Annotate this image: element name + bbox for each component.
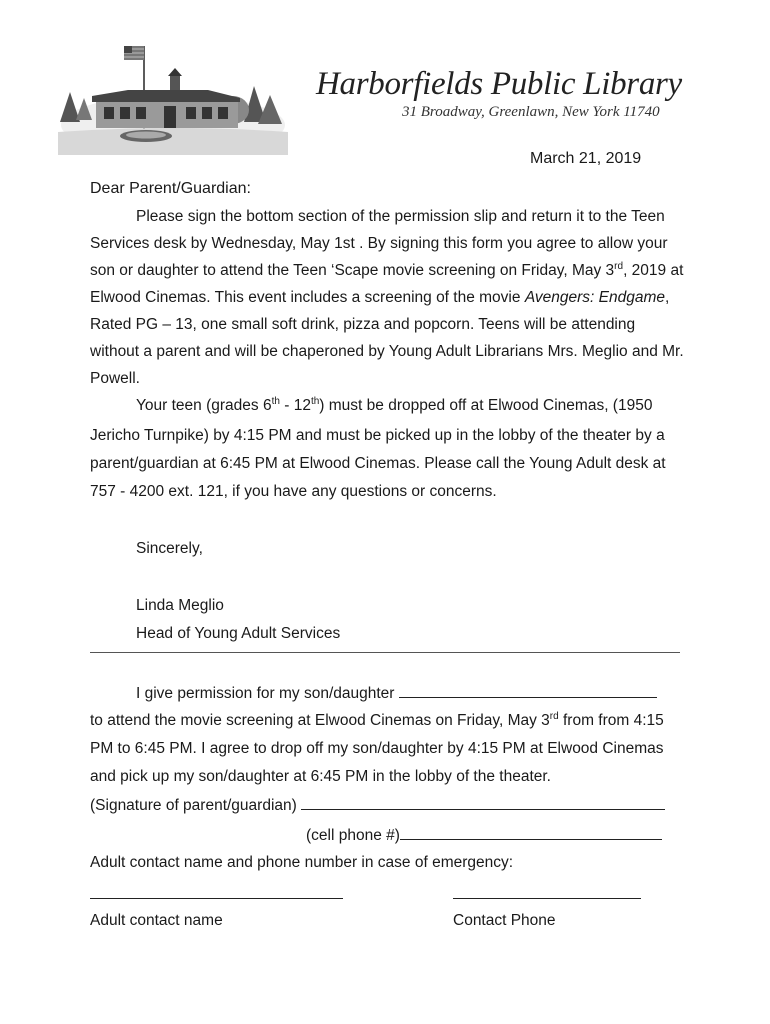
closing: Sincerely, <box>136 540 203 557</box>
section-divider <box>90 652 680 653</box>
library-address: 31 Broadway, Greenlawn, New York 11740 <box>402 104 660 120</box>
letter-date: March 21, 2019 <box>530 150 642 167</box>
p2-line-1-b: - 12 <box>279 397 311 414</box>
cell-phone-row <box>306 826 662 845</box>
movie-title: Avengers: Endgame <box>524 289 665 306</box>
slip-line-2-text: to attend the movie screening at Elwood Cinemas on Friday, May 3 <box>90 712 550 729</box>
signer-name: Linda Meglio <box>136 597 224 614</box>
signature-row <box>90 796 665 815</box>
signer-title: Head of Young Adult Services <box>136 625 341 642</box>
p2-line-4: 757 - 4200 ext. 121, if you have any questions or concerns. <box>90 483 497 500</box>
superscript: rd <box>549 711 559 722</box>
slip-line-1 <box>136 684 657 703</box>
superscript: rd <box>614 261 624 272</box>
p1-line-4-text: Elwood Cinemas. This event includes a screening of the movie <box>90 289 525 306</box>
slip-line-1-text: I give permission for my son/daughter <box>136 685 395 702</box>
p1-line-6: without a parent and will be chaperoned by Young Adult Librarians Mrs. Meglio and Mr. <box>90 343 684 360</box>
slip-line-4: and pick up my son/daughter at 6:45 PM in the lobby of the theater. <box>90 768 551 785</box>
contact-name-label: Adult contact name <box>90 912 223 929</box>
superscript: th <box>310 396 320 407</box>
p1-line-4-tail: , <box>664 289 670 306</box>
p2-line-1-c: ) must be dropped off at Elwood Cinemas, (1950 <box>319 397 653 414</box>
contact-phone-label: Contact Phone <box>453 912 556 929</box>
contact-name-field[interactable] <box>90 898 343 899</box>
superscript: th <box>271 396 280 407</box>
p2-line-2: Jericho Turnpike) by 4:15 PM and must be picked up in the lobby of the theater by a <box>90 427 665 444</box>
greeting: Dear Parent/Guardian: <box>90 180 251 197</box>
library-name: Harborfields Public Library <box>316 66 682 102</box>
contact-phone-field[interactable] <box>453 898 641 899</box>
child-name-field[interactable] <box>399 684 657 698</box>
slip-line-2-tail: from from 4:15 <box>558 712 664 729</box>
signature-field[interactable] <box>301 796 665 810</box>
p1-line-5: Rated PG – 13, one small soft drink, pizza and popcorn. Teens will be attending <box>90 316 636 333</box>
p2-line-1 <box>136 397 652 415</box>
library-building-logo <box>58 40 288 155</box>
p1-line-3-tail: , 2019 at <box>623 262 684 279</box>
slip-line-2 <box>90 712 664 730</box>
p1-line-7: Powell. <box>90 370 140 387</box>
slip-line-3: PM to 6:45 PM. I agree to drop off my son/daughter by 4:15 PM at Elwood Cinemas <box>90 740 664 757</box>
p1-line-1: Please sign the bottom section of the permission slip and return it to the Teen <box>136 208 665 225</box>
cell-phone-label: (cell phone #) <box>306 827 400 844</box>
p1-line-4 <box>90 289 669 307</box>
emergency-label: Adult contact name and phone number in case of emergency: <box>90 854 514 871</box>
p1-line-3-text: son or daughter to attend the Teen ‘Scape movie screening on Friday, May 3 <box>90 262 615 279</box>
p2-line-1-a: Your teen (grades 6 <box>136 397 272 414</box>
signature-label: (Signature of parent/guardian) <box>90 797 297 814</box>
cell-phone-field[interactable] <box>400 826 662 840</box>
p1-line-3 <box>90 262 683 280</box>
p1-line-2: Services desk by Wednesday, May 1st . By signing this form you agree to allow your <box>90 235 668 252</box>
p2-line-3: parent/guardian at 6:45 PM at Elwood Cinemas. Please call the Young Adult desk at <box>90 455 666 472</box>
